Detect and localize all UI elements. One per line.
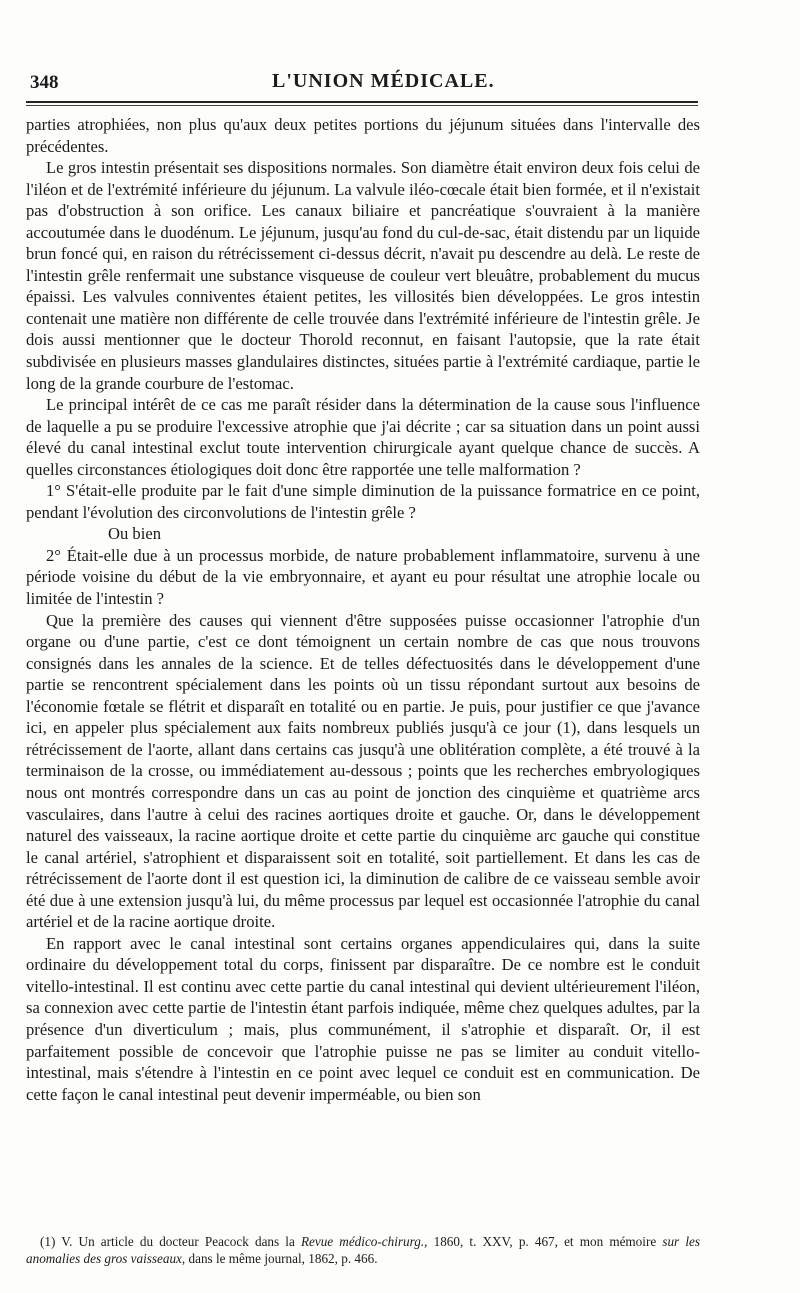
paragraph-question-1: 1° S'était-elle produite par le fait d'une simple diminution de la puissance formatrice en ce point, pendant l'évolution des circonvolutions de l'intestin grêle ?: [26, 481, 700, 522]
running-head: L'UNION MÉDICALE.: [272, 70, 495, 92]
paragraph-principal-interet: Le principal intérêt de ce cas me paraît résider dans la détermination de la cause sous l'influence de laquelle a pu se produire l'excessive atrophie que j'ai décrite ; car sa situation dans un point aussi élevé du canal intestinal exclut toute intervention chirurgicale ayant quelque chance de succès. A quelles circonstances étiologiques doit donc être rapportée une telle malformation ?: [26, 395, 700, 479]
footnote-text: [26, 1234, 700, 1267]
header-rule: [26, 101, 698, 106]
footnote-journal: Revue médico-chirurg.: [300, 1234, 425, 1249]
paragraph-continuation: parties atrophiées, non plus qu'aux deux petites portions du jéjunum situées dans l'intervalle des précédentes.: [26, 115, 700, 156]
page-number: 348: [30, 72, 59, 93]
footnote-tail: , dans le même journal, 1862, p. 466.: [181, 1250, 378, 1266]
footnote-mid: , 1860, t. XXV, p. 467, et mon mémoire: [424, 1234, 663, 1249]
paragraph-question-2: 2° Était-elle due à un processus morbide, de nature probablement inflammatoire, survenu à une période voisine du début de la vie embryonnaire, et ayant eu pour résultat une atrophie locale ou limitée de l'intestin ?: [26, 545, 700, 609]
body-text: [26, 114, 700, 1105]
footnote: [26, 1234, 700, 1267]
paragraph-premiere-cause: Que la première des causes qui viennent d'être supposées puisse occasionner l'atrophie d'un organe ou d'une partie, c'est ce dont témoignent un certain nombre de cas que nous trouvons consignés dans les annales de la science. Et de telles défectuosités dans le développement d'une partie se rencontrent spécialement dans les points où un tissu répondant surtout aux besoins de l'économie fœtale se flétrit et disparaît en totalité ou en partie. Je puis, pour justifier ce que j'avance ici, en appeler plus spécialement aux faits nombreux publiés jusqu'à ce jour (1), dans lesquels un rétrécissement de l'aorte, allant dans certains cas jusqu'à une oblitération complète, a été trouvé à la terminaison de la crosse, ou immédiatement au-dessous ; points que les recherches embryologiques nous ont montrés correspondre dans un cas au point de jonction des cinquième et quatrième arcs vasculaires, dans l'autre à celui des racines aortiques droite et gauche. Or, dans le développement naturel des vaisseaux, la racine aortique droite et cette partie du cinquième arc gauche qui constitue le canal artériel, s'atrophient et disparaissent soit en totalité, soit partiellement. Et dans les cas de rétrécissement de l'aorte dont il est question ici, la diminution de calibre de ce vaisseau semble avoir été due à une extension jusqu'à lui, du même processus par lequel est occasionnée l'atrophie du canal artériel et de la racine aortique droite.: [26, 610, 700, 932]
footnote-lead: (1) V. Un article du docteur Peacock dans la: [40, 1234, 301, 1249]
paragraph-canal-intestinal: En rapport avec le canal intestinal sont certains organes appendiculaires qui, dans la suite ordinaire du développement total du corps, finissent par disparaître. De ce nombre est le conduit vitello-intestinal. Il est continu avec cette partie du canal intestinal qui devient ultérieurement l'iléon, sa connexion avec cette partie de l'intestin étant parfois indiquée, même chez quelques adultes, par la présence d'un diverticulum ; mais, plus communément, il s'atrophie et disparaît. Or, il est parfaitement possible de concevoir que l'atrophie puisse ne pas se limiter au conduit vitello-intestinal, mais s'étendre à l'intestin en ce point avec lequel ce conduit est en communication. De cette façon le canal intestinal peut devenir imperméable, ou bien son: [26, 933, 700, 1104]
page-header: [0, 60, 800, 100]
paragraph-ou-bien: Ou bien: [108, 524, 161, 544]
paragraph-gros-intestin: Le gros intestin présentait ses dispositions normales. Son diamètre était environ deux fois celui de l'iléon et de l'extrémité inférieure du jéjunum. La valvule iléo-cœcale était bien formée, et il n'existait pas d'obstruction à son orifice. Les canaux biliaire et pancréatique s'ouvraient à la manière accoutumée dans le duodénum. Le jéjunum, jusqu'au fond du cul-de-sac, était distendu par un liquide brun foncé qui, en raison du rétrécissement ci-dessus décrit, n'avait pu descendre au delà. Le reste de l'intestin grêle renfermait une substance visqueuse de couleur vert bleuâtre, probablement du mucus épaissi. Les valvules conniventes étaient petites, les villosités bien développées. Le gros intestin contenait une matière non différente de celle trouvée dans l'extrémité inférieure de l'intestin grêle. Je dois aussi mentionner que le docteur Thorold reconnut, en faisant l'autopsie, que la rate était subdivisée en plusieurs masses glandulaires distinctes, situées partie à l'extrémité cardiaque, partie le long de la grande courbure de l'estomac.: [26, 158, 700, 393]
footnote-title: sur les anomalies des gros vaisseaux: [26, 1234, 700, 1266]
